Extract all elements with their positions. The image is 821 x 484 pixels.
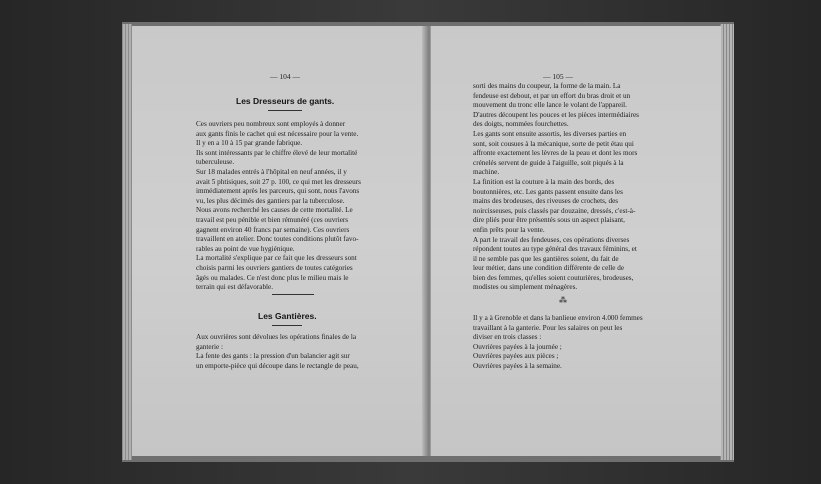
- right-page: [430, 26, 721, 456]
- text-line: affronte exactement les lèvres de la peau et dont les mors: [473, 149, 638, 158]
- text-line: Ces ouvriers peu nombreux sont employés à donner: [196, 120, 346, 128]
- text-line: boutonnières, etc. Les gants passent ensuite dans les: [473, 187, 623, 196]
- text-line: Ouvrières payées aux pièces ;: [473, 352, 559, 361]
- text-line: Sur 18 malades entrés à l'hôpital en neuf années, il y: [196, 167, 347, 176]
- text-line: mains des brodeuses, des riveuses de crochets, des: [473, 197, 619, 206]
- section-divider: [272, 294, 314, 295]
- heading-rule: [272, 325, 302, 326]
- text-line: mouvement du tronc elle lance le volant de l'appareil.: [473, 101, 627, 110]
- paragraph-block: [473, 314, 683, 372]
- paragraph-block: [473, 82, 683, 293]
- text-line: vu, les plus décimés des gantiers par la tuberculose.: [196, 196, 345, 205]
- heading-rule: [268, 110, 302, 111]
- text-line: il ne semble pas que les gantières soient, du fait de: [473, 254, 619, 263]
- text-line: Ouvrières payées à la journée ;: [473, 342, 562, 351]
- section-heading: Les Gantières.: [258, 311, 317, 321]
- text-line: machine.: [473, 168, 500, 177]
- text-line: avait 5 phtisiques, soit 27 p. 100, ce qui met les dresseurs: [196, 177, 361, 186]
- text-line: âgés ou malades. Ce n'est donc plus le milieu mais le: [196, 273, 349, 282]
- text-line: dire pliés pour être présentés sous un aspect plaisant,: [473, 216, 625, 225]
- text-line: noircisseuses, puis classés par douzaine, dressés, c'est-à-: [473, 206, 636, 215]
- text-line: Les gants sont ensuite assortis, les diverses parties en: [473, 129, 627, 138]
- text-line: leur métier, dans une condition différente de celle de: [473, 264, 625, 273]
- text-line: Ils sont intéressants par le chiffre élevé de leur mortalité: [196, 148, 358, 157]
- text-line: D'autres découpent les pouces et les pièces intermédiaires: [473, 110, 639, 119]
- text-line: La mortalité s'explique par ce fait que les dresseurs sont: [196, 254, 357, 263]
- text-line: La finition est la couture à la main des bords, des: [473, 177, 615, 186]
- text-line: La fente des gants : la pression d'un balancier agit sur: [196, 352, 350, 361]
- text-line: Ouvrières payées à la semaine.: [473, 361, 562, 370]
- text-line: ganterie :: [196, 342, 223, 351]
- text-line: enfin prêts pour la vente.: [473, 225, 545, 234]
- text-line: travaillent en atelier. Donc toutes conditions plutôt favo-: [196, 235, 359, 244]
- text-line: terrain qui est défavorable.: [196, 283, 274, 292]
- text-line: choisis parmi les ouvriers gantiers de toutes catégories: [196, 263, 353, 272]
- text-line: diviser en trois classes :: [473, 333, 542, 342]
- text-line: rables au point de vue hygiénique.: [196, 244, 295, 253]
- section-heading: Les Dresseurs de gants.: [236, 96, 335, 106]
- paragraph-block: [196, 120, 392, 293]
- text-line: A part le travail des fendeuses, ces opérations diverses: [473, 235, 630, 244]
- text-line: sorti des mains du coupeur, la forme de la main. La: [473, 82, 621, 90]
- text-line: un emporte-pièce qui découpe dans le rectangle de peau,: [196, 361, 359, 370]
- page-number: — 104 —: [270, 72, 300, 81]
- text-line: crénelés servent de guide à l'aiguille, soit piqués à la: [473, 158, 624, 167]
- text-line: sont, soit cousues à la mécanique, sorte de petit étau qui: [473, 139, 634, 148]
- text-line: tuberculeuse.: [196, 158, 235, 167]
- text-line: Aux ouvrières sont dévolues les opérations finales de la: [196, 333, 357, 341]
- text-line: répondent toutes au type général des travaux féminins, et: [473, 245, 637, 254]
- right-page-edges: [720, 24, 734, 460]
- left-page: [132, 26, 429, 456]
- text-line: gagnent environ 40 francs par semaine). Ces ouvriers: [196, 225, 350, 234]
- open-book: [122, 22, 734, 462]
- text-line: travaillant à la ganterie. Pour les salaires on peut les: [473, 323, 623, 332]
- text-line: Il y a à Grenoble et dans la banlieue environ 4.000 femmes: [473, 314, 643, 322]
- text-line: Nous avons recherché les causes de cette mortalité. Le: [196, 206, 353, 215]
- paragraph-block: [196, 333, 392, 371]
- text-line: bien des femmes, qu'elles soient couturières, brodeuses,: [473, 273, 634, 282]
- text-line: Il y en a 10 à 15 par grande fabrique.: [196, 139, 303, 148]
- text-line: fendeuse est debout, et par un effort du bras droit et un: [473, 91, 631, 100]
- text-line: immédiatement après les parceurs, qui sont, nous l'avons: [196, 187, 360, 196]
- asterism-ornament: ⁂: [559, 296, 567, 305]
- left-page-edges: [122, 24, 132, 460]
- text-line: modistes ou simplement ménagères.: [473, 283, 578, 292]
- page-number: — 105 —: [543, 72, 573, 81]
- text-line: aux gants finis le cachet qui est nécessaire pour la vente.: [196, 129, 359, 138]
- text-line: des doigts, nommées fourchettes.: [473, 120, 569, 129]
- text-line: travail est peu pénible et bien rémunéré (ces ouvriers: [196, 215, 349, 224]
